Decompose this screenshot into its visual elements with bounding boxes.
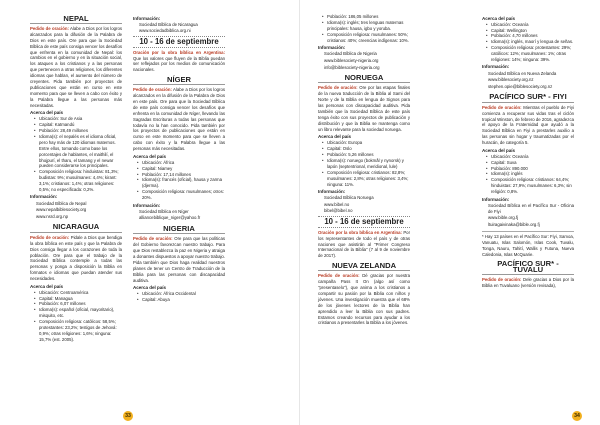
nigeria-info-heading: Información: xyxy=(318,45,346,51)
nicaragua-fact: • Composición religiosa: católicos: 58,5%; protestantes: 23,2%; testigos de Jehová: 0,9%; otras religiones: 1,6%; ninguna: 15,7% (est. 2005). xyxy=(39,319,122,343)
niger-info-org: Sociedad Bíblica en Níger xyxy=(139,208,189,214)
nueva-zelanda-info-web[interactable]: www.biblesociety.org.nz xyxy=(488,77,534,83)
nepal-title: NEPAL xyxy=(30,15,122,24)
noruega-info-email[interactable]: bibel@bibel.no xyxy=(324,208,353,214)
noruega-facts-heading: Acerca del país xyxy=(318,134,352,140)
nueva-zelanda-prayer-label: Pedido de oración: xyxy=(318,273,360,279)
nicaragua-facts-list xyxy=(30,290,122,343)
noruega-prayer-label: Pedido de oración: xyxy=(318,85,358,91)
nicaragua-facts-heading: Acerca del país xyxy=(30,283,64,289)
fiji-fact: • Ubicación: Oceanía xyxy=(491,154,574,160)
nigeria-facts-list-cont xyxy=(318,14,410,44)
footnote-divider xyxy=(482,231,574,232)
niger-title: NÍGER xyxy=(133,76,225,85)
noruega-fact: • Capital: Oslo xyxy=(327,146,410,152)
nepal-fact: • Capital: Katmandú xyxy=(39,122,122,128)
noruega-info-org: Sociedad Bíblica Noruega xyxy=(324,195,374,201)
nueva-zelanda-prayer xyxy=(318,273,410,326)
niger-info-email[interactable]: alliancebiblique_niger@yahoo.fr xyxy=(139,215,201,221)
fiji-footnote: * Hay 13 países en el Pacífico Sur: Fiyi, Samoa, Vanuatu, Islas Salomón, Islas Cook, Tuvalu, Tonga, Nauru, Tahití, Wallis y Futuna, Nueva Caledonia, Islas McQuarie. xyxy=(482,233,574,257)
nigeria-info-web[interactable]: www.biblesociety-nigeria.org xyxy=(324,57,379,63)
week-title-right: 10 - 16 de septiembre xyxy=(318,216,410,227)
nicaragua-prayer-text: Pidale a Dios que bendiga la obra bíblica en este país y que la Palabra de Dios consiga llegar a los corazones de toda la población. Ore para que el trabajo de la Sociedad Bíblica contemple a todas las personas y ponga a disposición la Biblia en formatos e idiomas que puedan atender sus necesidades. xyxy=(30,234,122,282)
nicaragua-prayer xyxy=(30,235,122,282)
noruega-prayer xyxy=(318,85,410,132)
nueva-zelanda-fact: • Capital: Wellington xyxy=(491,28,574,34)
nueva-zelanda-fact: • Idioma(s): inglés, maorí y lengua de señas. xyxy=(491,39,574,45)
nepal-info-heading: Información: xyxy=(30,194,58,200)
fiji-info-email[interactable]: ltuiragaivinaka@bible.org.fj xyxy=(488,221,540,227)
nepal-info-web-1[interactable]: www.nepalbiblesociety.org xyxy=(36,207,87,213)
nigeria-prayer-label: Pedido de oración: xyxy=(133,236,173,242)
fiji-prayer-label: Pedido de oración: xyxy=(482,104,522,110)
fiji-title: PACÍFICO SUR* - FIYI xyxy=(482,94,574,103)
nepal-fact: • Idioma(s): el nepalés es el idioma oficial, pero hay más de 120 idiomas maternos. Entre ellos, tomando como base los porcentajes de hablantes, el maithilí, el bhojpurí, el tharu, el tamang y el newar pueden considerarse los principales. xyxy=(39,134,122,169)
nigeria-prayer xyxy=(133,236,225,283)
niger-facts-heading: Acerca del país xyxy=(133,153,167,159)
fiji-facts-list xyxy=(482,154,574,195)
niger-prayer xyxy=(133,87,225,152)
page-number-right: 34 xyxy=(572,411,582,421)
nigeria-fact: • Capital: Abuya xyxy=(142,297,225,303)
nepal-prayer-label: Pedido de oración: xyxy=(30,25,69,31)
tuvalu-title: PACÍFICO SUR* - TUVALU xyxy=(482,260,574,275)
nepal-fact: • Composición religiosa: hinduistas: 81,3%; budistas: 9%; musulmanes: 4,4%; kirant: 3,1%; cristianos: 1,4%; otras religiones: 0,5%; no especificada: 0,2%. xyxy=(39,169,122,193)
tuvalu-prayer xyxy=(482,277,574,289)
nigeria-fact: • Ubicación: África Occidental xyxy=(142,291,225,297)
niger-info-heading: Información: xyxy=(133,202,161,208)
nigeria-info-email[interactable]: info@biblesociety-nigeria.org xyxy=(324,64,380,70)
tuvalu-prayer-label: Pedido de oración: xyxy=(482,277,522,283)
noruega-fact: • Población: 5,26 millones xyxy=(327,152,410,158)
fiji-fact: • Composición religiosa: cristianos: 64,4%; hinduistas: 27,9%; musulmanes: 6,3%; sin religión: 0,8%. xyxy=(491,177,574,195)
fiji-info-web[interactable]: www.bible.org.fj xyxy=(488,215,519,221)
nueva-zelanda-prayer-text: Dé gracias por nuestra campaña Pass It On (algo así como "presentaselo"), que anima a los cristianos a compartir su pasión por la Biblia con niños y jóvenes. Una investigación muestra que el 68% de los jóvenes lectores de la Biblia han aprendido a leer la Biblia con sus padres. Estamos creando recursos para ayudar a los cristianos a presentarles la Biblia a los jóvenes. xyxy=(318,273,410,326)
nigeria-info-org: Sociedad Bíblica de Nigeria xyxy=(324,51,377,57)
right-page xyxy=(300,0,600,425)
noruega-fact: • Idioma(s): noruego (bokmål y nynorsk) y lapón (septentrional, meridional, lule) xyxy=(327,158,410,170)
noruega-info-heading: Información: xyxy=(318,188,346,194)
nigeria-fact: • Idioma(s): inglés; tres lenguas maternas principales: hausa, igbo y yoruba. xyxy=(327,20,410,32)
nigeria-fact: • Población: 186,05 millones xyxy=(327,14,410,20)
niger-fact: • Idioma(s): francés (oficial), hausa y zarma (djerma). xyxy=(142,177,225,189)
nepal-prayer-text: Alabe a Dios por los logros alcanzados para la difusión de la Palabra de Dios en este país. Ore para que la Sociedad Bíblica de este país consiga vencer los desafíos que enfrenta en la comunidad de Nepal: los cambios en el gobierno y en la situación social, los ataques a los cristianos y a las personas que pertenecen a otras religiones, los diferentes idiomas que hablan, el aumento del número de creyentes. Pida también por proyectos de publicaciones que están en curso en este momento para que se lleven a cabo con éxito y la Palabra llegue a las personas más necesitadas. xyxy=(30,25,122,108)
nepal-fact: • Población: 28,49 millones xyxy=(39,128,122,134)
niger-facts-list xyxy=(133,160,225,201)
noruega-facts-list xyxy=(318,140,410,187)
fiji-fact: • Capital: Suva xyxy=(491,160,574,166)
niger-prayer-label: Pedido de oración: xyxy=(133,87,172,93)
week-prayer-right-text: Por los representantes de todo el país y de otras naciones que asistirán al "Primer Congreso Internacional de la Biblia" (7 al 9 de noviembre de 2017). xyxy=(318,229,410,259)
nepal-prayer xyxy=(30,26,122,109)
nueva-zelanda-fact: • Población: 4,70 millones xyxy=(491,33,574,39)
fiji-facts-heading: Acerca del país xyxy=(482,147,516,153)
fiji-fact: • Idioma(s): inglés xyxy=(491,171,574,177)
nicaragua-info-org: Sociedad Bíblica de Nicaragua xyxy=(139,21,198,27)
noruega-info-web[interactable]: www.bibel.no xyxy=(324,201,350,207)
fiji-prayer xyxy=(482,105,574,146)
niger-fact: • Capital: Niamey xyxy=(142,166,225,172)
week-prayer xyxy=(133,50,225,74)
nepal-info-org: Sociedad Bíblica de Nepal xyxy=(36,200,87,206)
week-title: 10 - 16 de septiembre xyxy=(133,36,225,47)
page-number-left: 33 xyxy=(123,411,133,421)
nigeria-title: NIGERIA xyxy=(133,225,225,234)
noruega-fact: • Composición religiosa: cristianos: 82,8%; musulmanes: 2,8%; otras religiones: 3,4%; ninguna: 11%. xyxy=(327,170,410,188)
week-prayer-text: Que los valores que fluyen de la Biblia puedan ser reflejados por los medios de comunicación nacionales. xyxy=(133,55,225,73)
nicaragua-fact: • Idioma(s): español (oficial, mayoritario), misquito, etc. xyxy=(39,307,122,319)
nepal-info-web-2[interactable]: www.nsrd.org.np xyxy=(36,213,69,219)
nepal-fact: • Ubicación: Sur de Asia xyxy=(39,116,122,122)
nigeria-fact: • Composición religiosa: musulmanes: 50%; cristianos: 40%; creencias indígenas: 10%. xyxy=(327,32,410,44)
nueva-zelanda-info-org: Sociedad Bíblica en Nueva Zelanda xyxy=(488,70,557,76)
nigeria-facts-heading: Acerca del país xyxy=(133,284,167,290)
nicaragua-prayer-label: Pedido de oración: xyxy=(30,234,70,240)
left-column-2 xyxy=(133,14,225,303)
fiji-prayer-text: Mientras el pueblo de Fiyi comienza a recuperar sus vidas tras el ciclón tropical Winston, de febrero de 2016, agradezca el apoyo de la Fraternidad que ayudó a la Sociedad Bíblica en Fiyi a prestarles auxilio a las personas sin hogar y traumatizadas por el huracán, de categoría 5. xyxy=(482,104,574,146)
nueva-zelanda-fact: • Ubicación: Oceanía xyxy=(491,22,574,28)
noruega-fact: • Ubicación: Europa xyxy=(327,140,410,146)
nicaragua-info-web[interactable]: www.sociedadbiblica.org.ni xyxy=(139,28,191,34)
week-prayer-right xyxy=(318,230,410,260)
nepal-facts-heading: Acerca del país xyxy=(30,110,64,116)
niger-prayer-text: Alabe a Dios por los logros alcanzados en la difusión de la Palabra de Dios en este país. Ore para que la Sociedad Bíblica de este país consiga vencer los desafíos que enfrenta en la comunidad de Níger, llevando las Sagradas Escrituras a todas las personas que todavía no la han conocido. Pida también por los proyectos de publicaciones que están en curso en este momento para que se lleven a cabo con éxito y la Palabra llegue a las personas más necesitadas. xyxy=(133,87,225,152)
nepal-facts-list xyxy=(30,116,122,193)
niger-fact: • Ubicación: África xyxy=(142,160,225,166)
nueva-zelanda-fact: • Composición religiosa: protestantes: 29%; católicos: 12%; musulmanes: 1%; otras religiones: 14%; ninguna: 39%. xyxy=(491,45,574,63)
left-column-1 xyxy=(30,14,122,343)
noruega-title: NORUEGA xyxy=(318,74,410,83)
nigeria-facts-list xyxy=(133,291,225,303)
nicaragua-fact: • Capital: Managua xyxy=(39,296,122,302)
right-column-1 xyxy=(318,14,410,327)
fiji-info-org: Sociedad Bíblica en el Pacífico Sur - Oficina de Fiyi xyxy=(488,202,574,214)
nueva-zelanda-title: NUEVA ZELANDA xyxy=(318,262,410,271)
fiji-info-heading: Información: xyxy=(482,196,510,202)
tuvalu-prayer-text: Dele gracias a Dios por la Biblia en Tuvaluano (versión revisada), xyxy=(482,277,574,289)
niger-fact: • Población: 17,14 millones xyxy=(142,172,225,178)
nicaragua-info-heading: Información: xyxy=(133,15,161,21)
nicaragua-title: NICARAGUA xyxy=(30,224,122,233)
nicaragua-fact: • Población: 6,07 millones xyxy=(39,301,122,307)
week-prayer-right-label: Oración por la obra bíblica en Argentina: xyxy=(318,229,402,235)
nigeria-prayer-text: Ore para que las políticas del Gobierno favorezcan nuestro trabajo. Para que Dios restablezca la paz en Nigeria y atraiga a donantes dispuestos a apoyar nuestro trabajo. Pida también que Dios haga realidad nuestros planes de tener un Centro de Traducción de la Biblia para las personas con discapacidad auditiva. xyxy=(133,236,225,283)
fiji-fact: • Población: 890.000 xyxy=(491,166,574,172)
nicaragua-fact: • Ubicación: Centroamérica xyxy=(39,290,122,296)
right-column-2 xyxy=(482,14,574,290)
nueva-zelanda-info-heading: Información: xyxy=(482,64,510,70)
week-prayer-label: Oración por la obra bíblica en Argentina: xyxy=(133,49,225,55)
noruega-prayer-text: Ore por las etapas finales de la nueva traducción de la Biblia al Sami del Norte y de la Biblia en lengua de Signos para las personas con discapacidad auditiva. Pida también que la Sociedad Bíblica de este país tenga éxito con sus proyectos de publicación y distribución y que la Biblia se mantenga como un libro relevante para la sociedad noruega. xyxy=(318,85,410,132)
niger-fact: • Composición religiosa: musulmanes; otros: 20%. xyxy=(142,189,225,201)
nueva-zelanda-facts-list xyxy=(482,22,574,63)
nueva-zelanda-facts-heading: Acerca del país xyxy=(482,15,516,21)
nueva-zelanda-info-email[interactable]: stephen.opie@biblesociety.org.nz xyxy=(488,83,553,89)
